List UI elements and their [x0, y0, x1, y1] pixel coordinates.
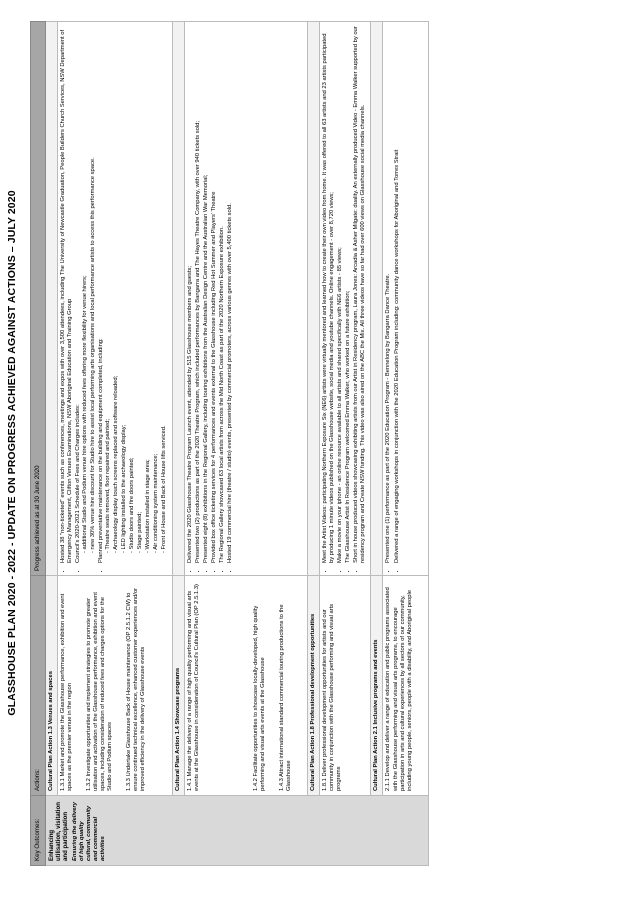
progress-item: • Delivered a range of engaging workshops in conjunction with the 2020 Education Program including: community dance workshops for Aboriginal and Torres Strait	[394, 26, 401, 563]
section-heading: Cultural Plan Action 1.4 Showcase programs	[172, 576, 184, 796]
progress-item: • Planned preventative maintenance on the building and equipment completed, including: - Theatre seats removed, floor repaired and painted; - Archaeology display touch screens replaced and software reloaded; - LED lighting installed to the archaeology display; - Studio doors and fire doors painted; - Stage painted; - Workstation installed in stage area; - Air conditioning system maintenance; - Front of House and Back of House lifts serviced.	[98, 26, 169, 563]
progress-item: • The Glasshouse Artist In Residence Program welcomed Emma Walker, who worked on a future exhibition;	[345, 26, 352, 563]
progress-subitem: - Workstation installed in stage area;	[145, 26, 152, 553]
progress-item: • Presented two (2) productions as part of the 2020 Theatre Program, which included performances by Bangarra and The Hayes Theatre Company, with over 940 tickets sold;	[195, 26, 202, 563]
key-outcome-cell	[45, 796, 428, 866]
progress-item: • Make a movie on your iphone - an online resource available to all artists and shared specifically with NE6 artists - 85 views;	[337, 26, 344, 563]
progress-cell	[184, 22, 307, 576]
progress-item: • Presented eight (8) exhibitions in the Regional Gallery, including touring exhibitions from the Australian Design Centre and the Australian War Memorial;	[203, 26, 210, 563]
progress-subitem: - Archaeology display touch screens replaced and software reloaded;	[113, 26, 120, 553]
progress-subitem: - Stage painted;	[137, 26, 144, 553]
progress-list	[322, 26, 367, 571]
progress-item: • The Regional Gallery showcased 63 local artists from across the Mid North Coast as part of the 2020 Northern Exposure exhibition.	[219, 26, 226, 563]
progress-cell	[320, 22, 371, 576]
section-blank	[45, 22, 57, 576]
section-row	[172, 22, 184, 866]
section-row	[371, 22, 383, 866]
section-blank	[172, 22, 184, 576]
table-row	[320, 22, 371, 866]
progress-item: • Hosted 38 "non-ticketed" events such as conferences, meetings and expos with over 3,500 attendees, including The University of Newcastle Graduation, People Builders Church Services, NSW Department of Emergency Management, Clifton Venues Examinations, NSW Aboriginal Education and Training Group	[60, 26, 74, 563]
action-item: 1.3.3 Undertake Glasshouse Back of House maintenance (OP 2.5.1.2 CW) to ensure continued technical excellence, enhanced customer experiences and/or improved efficiency in the delivery of Glasshouse events	[126, 587, 147, 791]
progress-subitem: - new 30% venue hire discount for Studio hire to assist local performing arts organisations and local performance artists to access this performance space.	[90, 26, 97, 553]
section-heading: Cultural Plan Action 2.1 Inclusive programs and events	[371, 576, 383, 796]
progress-item: • Short in house produced videos showcasing exhibiting artists from our Artist in Residency program, Laura Jones: Arcadia & Asher Milgate: duality. An externally produced Video - Emma Walker supported by our residency program and Create NSW funding. This video was also aired on the ABC the Mix. All three videos have so far had over 600 views on Glasshouse social media channels.	[353, 26, 367, 563]
progress-table	[30, 21, 429, 866]
progress-item: • Presented one (1) performance as part of the 2020 Education Program - Bennelong by Bangarra Dance Theatre.	[385, 26, 392, 563]
section-heading: Cultural Plan Action 1.8 Professional development opportunities	[307, 576, 319, 796]
progress-cell	[383, 22, 428, 576]
progress-subitem: - additional Studio and Podium venue hire options with reduced fees offering more flexibility for venue hirers;	[82, 26, 89, 553]
progress-item: • Delivered the 2020 Glasshouse Theatre Program Launch event, attended by 515 Glasshouse members and guests;	[187, 26, 194, 563]
outcome-description: Ensuring the delivery of high quality cultural, community and commercial activities	[71, 802, 107, 861]
progress-item: • Council's 2020-2021 Schedule of Fees and Charges includes: - additional Studio and Podium venue hire options with reduced fees offering more flexibility for venue hirers; - new 30% venue hire discount for Studio hire to assist local performing arts organisations and local performance artists to access this performance space.	[75, 26, 97, 563]
progress-sublist	[105, 26, 169, 563]
progress-list	[385, 26, 400, 571]
progress-sublist	[82, 26, 97, 563]
progress-cell	[57, 22, 172, 576]
section-row	[307, 22, 319, 866]
document-title: GLASSHOUSE PLAN 2020 - 2022 - UPDATE ON PROGRESS ACHIEVED AGAINST ACTIONS – JULY 2020	[6, 190, 18, 716]
header-actions: Actions:	[31, 576, 46, 796]
progress-item: • Meet the Artist Videos: participating Northern Exposure Six (NE6) artists were virtually mentored and learned how to create their own video from home. It was offered to all 63 artists and 23 artists participated by producing 1 minute videos published on the Glasshouse website, social media and youtube channels. Online engagement - over 8,720 views;	[322, 26, 336, 563]
actions-cell	[383, 576, 428, 796]
table-row	[184, 22, 307, 866]
action-item: 1.3.2 Investigate opportunities and implement strategies to promote greater utilisation and activation of the Glasshouse performance, exhibition and event spaces, including consideration of reduced fees and charges options for the Studio and Podium spaces	[85, 592, 113, 791]
header-progress: Progress achieved as at 30 June 2020	[31, 22, 46, 576]
section-blank	[307, 22, 319, 576]
progress-subitem: - LED lighting installed to the archaeology display;	[121, 26, 128, 553]
section-blank	[371, 22, 383, 576]
table-header-row	[31, 22, 46, 866]
table-row	[57, 22, 172, 866]
progress-list	[187, 26, 234, 571]
actions-cell	[184, 576, 307, 796]
header-outcomes: Key Outcomes:	[31, 796, 46, 866]
actions-cell	[320, 576, 371, 796]
action-item: 1.3.1 Market and promote the Glasshouse performance, exhibition and event spaces as the premier venue in the region	[59, 593, 73, 791]
progress-list	[60, 26, 169, 571]
outcome-title: Enhancing utilisation, visitation and participation	[47, 802, 70, 861]
progress-item: • Provided box office ticketing services for 4 performances and events external to the Glasshouse including Red Hot Summer and Players' Theatre	[211, 26, 218, 563]
action-item: 1.4.3 Attract international standard commercial touring productions to the Glasshouse	[278, 604, 292, 791]
progress-item: • Hosted 19 commercial hire (theatre / studio) events, presented by commercial promoters, across various genres with over 5,400 tickets sold.	[227, 26, 234, 563]
progress-subitem: - Air conditioning system maintenance;	[153, 26, 160, 553]
progress-subitem: - Studio doors and fire doors painted;	[129, 26, 136, 553]
action-item: 1.8.1 Deliver professional development opportunities for artists and our community in conjunction with the Glasshouse performing and visual arts programs	[322, 603, 343, 791]
action-item: 1.4.2 Facilitate opportunities to showcase locally-developed, high quality performing and visual arts events at the Glasshouse	[252, 605, 266, 791]
action-item: 1.4.1 Manage the delivery of a range of high quality performing and visual arts events at the Glasshouse in consideration of Council's Cultural Plan (OP 2.5.1.3)	[186, 584, 200, 791]
section-row	[45, 22, 57, 866]
progress-subitem: - Theatre seats removed, floor repaired and painted;	[105, 26, 112, 553]
progress-subitem: - Front of House and Back of House lifts serviced.	[161, 26, 168, 553]
table-row	[383, 22, 428, 866]
action-item: 2.1.1 Develop and deliver a range of education and public programs associated with the Glasshouse performing and visual arts programs, to encourage participation in arts and cultural experiences by all sectors of our community, including young people, seniors, people with a disability, and Aboriginal people	[385, 587, 413, 791]
actions-cell	[57, 576, 172, 796]
section-heading: Cultural Plan Action 1.3 Venues and spaces	[45, 576, 57, 796]
